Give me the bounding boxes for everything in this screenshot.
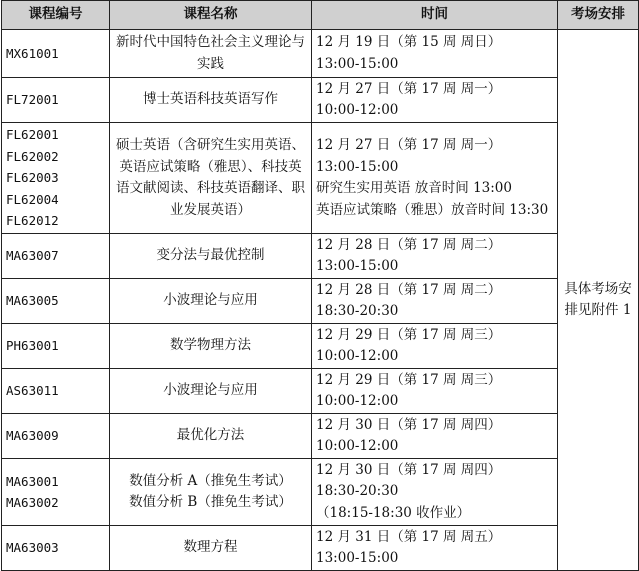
course-name-cell [110,324,312,369]
table-row [2,78,639,123]
course-code-cell [2,78,110,123]
course-code: FL62001 [6,127,59,143]
table-row [2,526,639,571]
table-row [2,30,639,78]
exam-arrangement-note: 具体考场安排见附件 1 [564,280,632,318]
course-code: PH63001 [6,338,59,354]
exam-hours: 10:00-12:00 [316,393,399,409]
course-name: 新时代中国特色社会主义理论与实践 [116,34,305,72]
time-cell [312,30,558,78]
course-code: FL62003 [6,170,59,186]
exam-date: 12 月 28 日（第 17 周 周二） [316,281,502,298]
course-name-cell [110,369,312,414]
time-cell [312,279,558,324]
exam-hours: 10:00-12:00 [316,102,399,118]
course-name-cell [110,123,312,234]
course-name-cell [110,30,312,78]
course-code: MA63009 [6,428,59,444]
table-row [2,279,639,324]
course-name-cell [110,234,312,279]
table-row [2,324,639,369]
course-code: MA63001 [6,473,59,489]
time-cell [312,414,558,459]
exam-date: 12 月 30 日（第 17 周 周四） [316,416,502,433]
course-name-cell [110,414,312,459]
course-code: MA63003 [6,540,59,556]
header-time: 时间 [312,1,558,30]
course-name: 变分法与最优控制 [156,247,265,264]
exam-hours: 10:00-12:00 [316,348,399,364]
audio-time-note: 研究生实用英语 放音时间 13:00 [316,180,512,196]
homework-note: （18:15-18:30 收作业） [316,504,471,521]
table-row [2,459,639,526]
exam-date: 12 月 28 日（第 17 周 周二） [316,236,502,253]
table-row [2,414,639,459]
exam-date: 12 月 29 日（第 17 周 周三） [316,326,502,343]
course-name-cell [110,459,312,526]
exam-date: 12 月 19 日（第 15 周 周日） [316,34,502,50]
course-name: 小波理论与应用 [163,292,258,309]
course-name: 硕士英语（含研究生实用英语、英语应试策略（雅思）、科技英语文献阅读、科技英语翻译、职业发展英语） [116,137,305,218]
exam-arrangement-cell [558,30,639,571]
course-code: MA63007 [6,248,59,264]
course-name: 博士英语科技英语写作 [143,91,278,108]
exam-date: 12 月 31 日（第 17 周 周五） [316,528,502,545]
header-row [2,1,639,30]
course-code-cell [2,459,110,526]
time-cell [312,324,558,369]
exam-hours: 13:00-15:00 [316,158,399,175]
time-cell [312,123,558,234]
course-code: FL62012 [6,213,59,229]
course-name: 数值分析 B（推免生考试） [129,494,292,510]
course-name: 数理方程 [183,539,238,556]
exam-date: 12 月 30 日（第 17 周 周四） [316,461,502,478]
course-name-cell [110,78,312,123]
exam-hours: 10:00-12:00 [316,438,399,454]
table-row [2,234,639,279]
exam-date: 12 月 27 日（第 17 周 周一） [316,137,502,153]
course-code-cell [2,324,110,369]
exam-hours: 18:30-20:30 [316,483,399,500]
course-code-cell [2,414,110,459]
time-cell [312,234,558,279]
course-code-cell [2,526,110,571]
exam-schedule-table [1,0,639,571]
time-cell [312,78,558,123]
time-cell [312,369,558,414]
course-code-cell [2,369,110,414]
course-name: 数值分析 A（推免生考试） [129,472,292,489]
course-code-cell [2,123,110,234]
header-course-code: 课程编号 [2,1,110,30]
table-row [2,123,639,234]
course-name-cell [110,526,312,571]
exam-hours: 13:00-15:00 [316,550,399,566]
course-name-cell [110,279,312,324]
course-code: FL62002 [6,148,59,164]
course-name: 最优化方法 [176,427,245,444]
course-code: MX61001 [6,45,59,61]
header-exam-arrangement: 考场安排 [558,1,639,30]
exam-hours: 13:00-15:00 [316,55,399,72]
time-cell [312,526,558,571]
course-code: MA63002 [6,495,59,510]
exam-hours: 13:00-15:00 [316,258,399,274]
audio-time-note: 英语应试策略（雅思）放音时间 13:30 [316,201,549,218]
time-cell [312,459,558,526]
table-row [2,369,639,414]
course-code: FL72001 [6,92,59,108]
course-code-cell [2,30,110,78]
header-course-name: 课程名称 [110,1,312,30]
course-code: AS63011 [6,383,59,399]
course-code-cell [2,234,110,279]
course-code: FL62004 [6,191,59,207]
course-code: MA63005 [6,293,59,309]
course-name: 小波理论与应用 [163,382,258,399]
course-code-cell [2,279,110,324]
exam-date: 12 月 27 日（第 17 周 周一） [316,80,502,97]
course-name: 数学物理方法 [170,337,251,354]
exam-date: 12 月 29 日（第 17 周 周三） [316,371,502,388]
exam-hours: 18:30-20:30 [316,303,399,319]
